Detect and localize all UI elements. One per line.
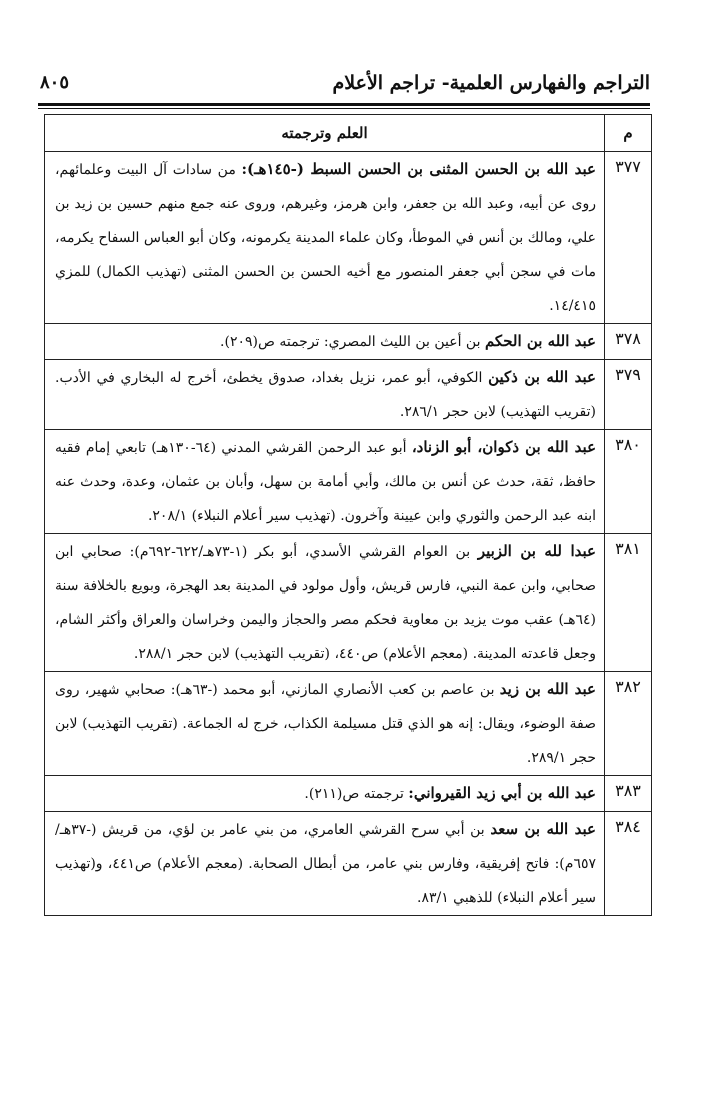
entry-biography: [45, 152, 605, 324]
entry-number: ٣٧٧: [605, 152, 652, 324]
column-header-biography: العلم وترجمته: [45, 115, 605, 152]
entry-biography: [45, 324, 605, 360]
entry-text: بن أبي سرح القرشي العامري، من بني عامر بن لؤي، من قريش (-٣٧هـ/٦٥٧م): فاتح إفريقية، وفارس بني عامر، من أبطال الصحابة. (معجم الأعلام) ص٤٤١، و(تهذيب سير أعلام النبلاء) للذهبي ٨٣/١.: [55, 822, 596, 906]
entry-name: عبد الله بن ذكين: [488, 368, 597, 386]
entry-biography: [45, 430, 605, 534]
entry-name: عبد الله بن الحسن المثنى بن الحسن السبط (-١٤٥هـ):: [241, 160, 597, 178]
entry-text: ترجمته ص(٢١١).: [304, 786, 404, 802]
running-title: التراجم والفهارس العلمية- تراجم الأعلام: [332, 72, 650, 94]
header-rule: [38, 103, 650, 106]
header-rule-thin: [38, 108, 650, 109]
entry-number: ٣٨١: [605, 534, 652, 672]
entry-text: الكوفي، أبو عمر، نزيل بغداد، صدوق يخطئ، أخرج له البخاري في الأدب. (تقريب التهذيب) لابن حجر ٢٨٦/١.: [55, 370, 596, 420]
entry-text: بن أعين بن الليث المصري: ترجمته ص(٢٠٩).: [220, 334, 481, 350]
entry-number: ٣٨٤: [605, 812, 652, 916]
entry-number: ٣٨٣: [605, 776, 652, 812]
entry-name: عبد الله بن الحكم: [484, 332, 596, 350]
entry-biography: [45, 534, 605, 672]
entry-text: من سادات آل البيت وعلمائهم، روى عن أبيه، وعبد الله بن جعفر، وابن هرمز، وغيرهم، وروى عنه جمع منهم حسين بن زيد بن علي، ومالك بن أنس في الموطأ، وكان علماء المدينة يكرمونه، وكان أبو العباس السفاح يكرمه، مات في سجن أبي جعفر المنصور مع أخيه الحسن بن الحسن المثنى (تهذيب الكمال) للمزي ١٤/٤١٥.: [55, 162, 596, 314]
table-row: [45, 152, 652, 324]
entry-name: عبد الله بن زيد: [499, 680, 597, 698]
entry-biography: [45, 672, 605, 776]
column-header-number: م: [605, 115, 652, 152]
entry-text: أبو عبد الرحمن القرشي المدني (٦٤-١٣٠هـ) تابعي إمام فقيه حافظ، ثقة، حدث عن أنس بن مالك، وأبي أمامة بن سهل، وأبان بن عثمان، وعدة، وحدث عنه ابنه عبد الرحمن والثوري وابن عيينة وآخرون. (تهذيب سير أعلام النبلاء) ٢٠٨/١.: [55, 440, 596, 524]
entry-name: عبد الله بن أبي زيد القيرواني:: [408, 784, 596, 802]
table-row: [45, 776, 652, 812]
entry-number: ٣٧٩: [605, 360, 652, 430]
entry-biography: [45, 812, 605, 916]
entry-number: ٣٨٢: [605, 672, 652, 776]
entry-name: عبدا لله بن الزبير: [477, 542, 596, 560]
table-row: [45, 430, 652, 534]
entry-number: ٣٧٨: [605, 324, 652, 360]
entry-text: بن العوام القرشي الأسدي، أبو بكر (١-٧٣هـ/٦٢٢-٦٩٢م): صحابي ابن صحابي، وابن عمة النبي، فارس قريش، وأول مولود في المدينة بعد الهجرة، وبويع بالخلافة سنة (٦٤هـ) عقب موت يزيد بن معاوية فحكم مصر والحجاز واليمن وخراسان والعراق وأكثر الشام، وجعل قاعدته المدينة. (معجم الأعلام) ص٤٤٠، (تقريب التهذيب) لابن حجر ٢٨٨/١.: [55, 544, 597, 662]
table-row: [45, 534, 652, 672]
entry-name: عبد الله بن ذكوان، أبو الزناد،: [411, 438, 597, 456]
biographies-table: [44, 114, 652, 916]
page-header: [38, 72, 650, 102]
entry-number: ٣٨٠: [605, 430, 652, 534]
entry-name: عبد الله بن سعد: [490, 820, 596, 838]
table-row: [45, 324, 652, 360]
entry-biography: [45, 776, 605, 812]
entry-text: بن عاصم بن كعب الأنصاري المازني، أبو محمد (-٦٣هـ): صحابي شهير، روى صفة الوضوء، ويقال: إنه هو الذي قتل مسيلمة الكذاب، خرج له الجماعة. (تقريب التهذيب) لابن حجر ٢٨٩/١.: [55, 682, 596, 766]
table-header-row: [45, 115, 652, 152]
table-row: [45, 672, 652, 776]
table-row: [45, 360, 652, 430]
page-number: ٨٠٥: [40, 72, 70, 93]
entry-biography: [45, 360, 605, 430]
table-row: [45, 812, 652, 916]
